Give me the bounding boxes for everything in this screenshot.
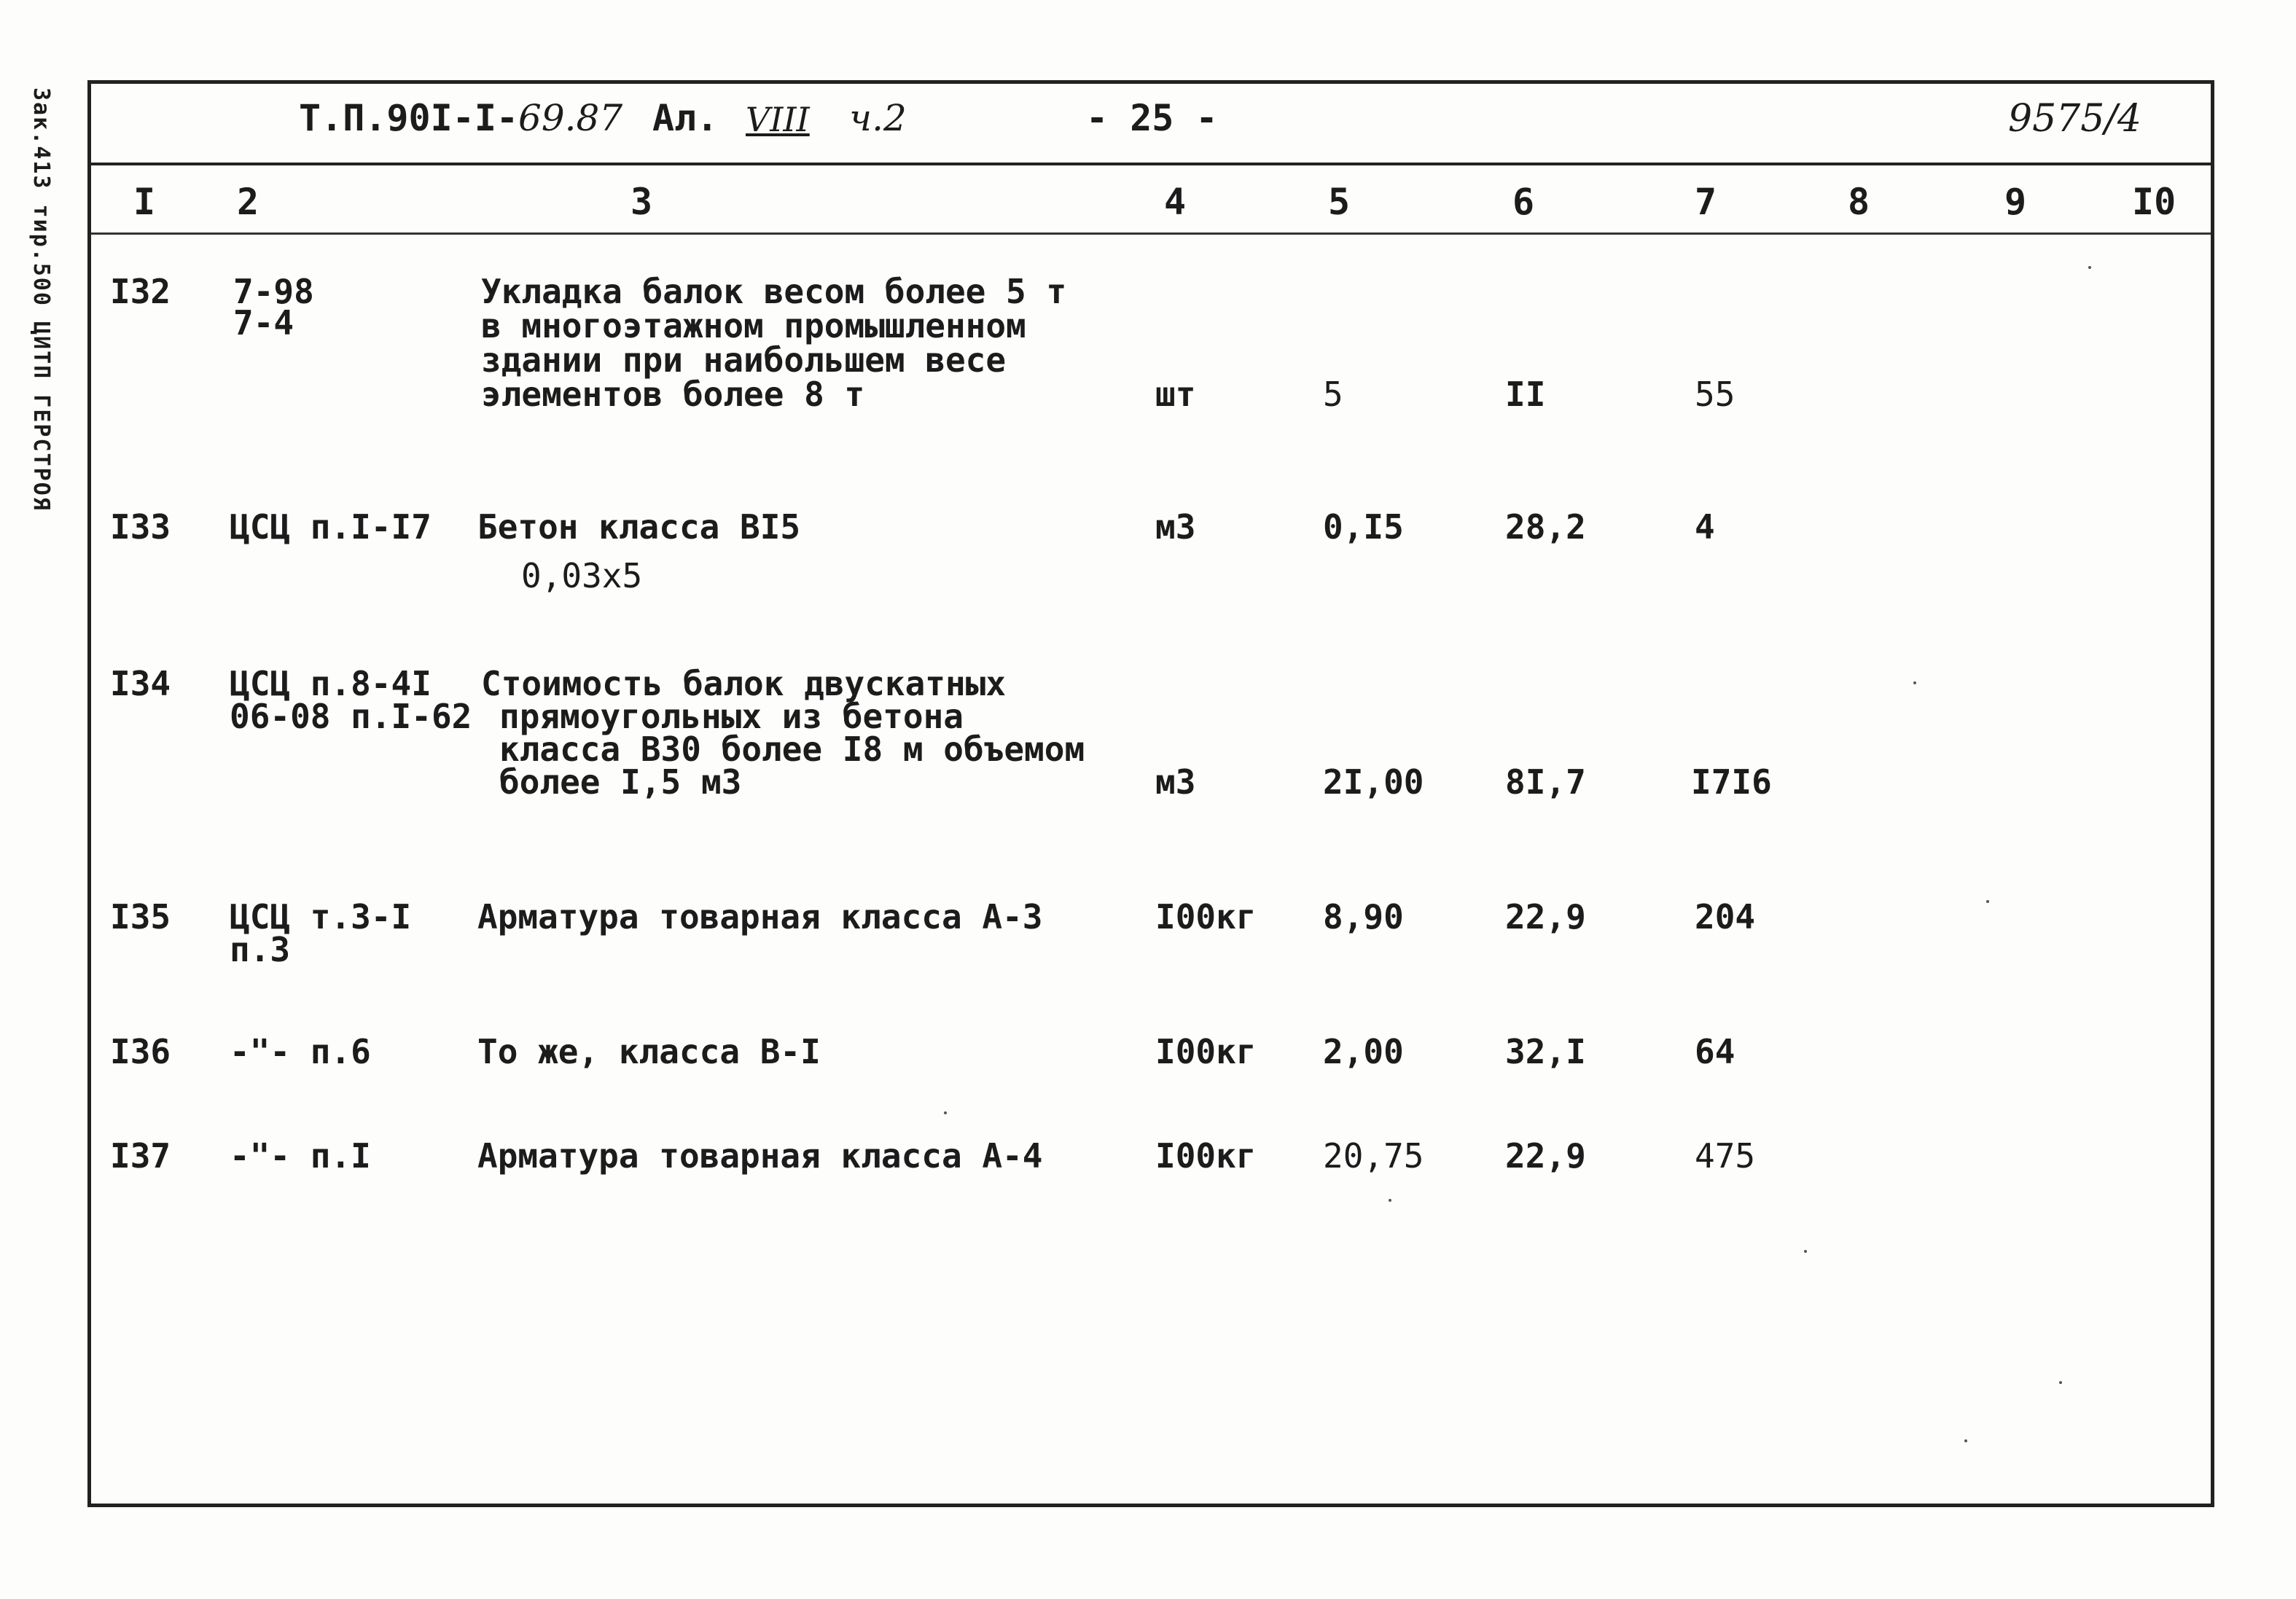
row-135-unit-price: 22,9	[1505, 897, 1586, 937]
inventory-number: 9575/4	[2008, 97, 2141, 141]
row-133-unit: м3	[1155, 507, 1196, 547]
margin-stamp-text: Зак.413 тир.500 ЦИТП ГЕРСТРОЯ	[28, 87, 54, 512]
row-133-code-line-1: ЦСЦ п.I-I7	[230, 507, 432, 547]
scan-speck	[1986, 900, 1989, 903]
project-code-prefix: Т.П.90I-I-	[299, 97, 519, 139]
row-136-total: 64	[1695, 1032, 1735, 1071]
row-137-quantity: 20,75	[1323, 1136, 1424, 1176]
margin-stamp	[19, 87, 63, 512]
row-135-number: I35	[110, 897, 171, 937]
row-132-desc-line-1: Укладка балок весом более 5 т	[481, 272, 1067, 311]
col-num-4: 4	[1164, 181, 1187, 223]
col-num-5: 5	[1328, 181, 1351, 223]
col-num-2: 2	[237, 181, 259, 223]
row-134-unit: м3	[1155, 762, 1196, 802]
row-135-total: 204	[1695, 897, 1756, 937]
project-code	[299, 97, 622, 139]
row-134-total: I7I6	[1691, 762, 1772, 802]
scan-speck	[1913, 681, 1916, 684]
scan-speck	[1964, 1439, 1967, 1442]
row-132-desc-line-3: здании при наибольшем весе	[481, 340, 1007, 380]
row-137-desc-line-1: Арматура товарная класса А-4	[477, 1136, 1043, 1176]
row-134-desc-line-4: более I,5 м3	[499, 762, 742, 802]
row-137-number: I37	[110, 1136, 171, 1176]
scan-speck	[1389, 1199, 1391, 1202]
row-134-desc-line-1: Стоимость балок двускатных	[481, 664, 1007, 703]
album-part: ч.2	[849, 97, 907, 139]
page-number: - 25 -	[1086, 97, 1218, 139]
row-134-unit-price: 8I,7	[1505, 762, 1586, 802]
row-135-desc-line-1: Арматура товарная класса А-3	[477, 897, 1043, 937]
album-number: VIII	[746, 100, 810, 139]
row-137-total: 475	[1695, 1136, 1756, 1176]
row-133-calculation: 0,03х5	[521, 556, 643, 595]
scan-speck	[2059, 1381, 2062, 1384]
row-134-code-line-2: 06-08 п.I-62	[230, 697, 472, 736]
row-133-total: 4	[1695, 507, 1715, 547]
row-133-number: I33	[110, 507, 171, 547]
col-num-8: 8	[1848, 181, 1870, 223]
album-label: Ал.	[652, 97, 719, 139]
row-137-unit-price: 22,9	[1505, 1136, 1586, 1176]
row-133-unit-price: 28,2	[1505, 507, 1586, 547]
row-134-quantity: 2I,00	[1323, 762, 1424, 802]
row-133-desc-line-1: Бетон класса BI5	[477, 507, 801, 547]
estimate-sheet	[87, 80, 2214, 1507]
row-136-unit: I00кг	[1155, 1032, 1257, 1071]
row-134-number: I34	[110, 664, 171, 703]
col-num-9: 9	[2004, 181, 2027, 223]
row-132-quantity: 5	[1323, 375, 1343, 414]
row-134-code-line-1: ЦСЦ п.8-4I	[230, 664, 432, 703]
row-136-code-line-1: -"- п.6	[230, 1032, 371, 1071]
row-137-unit: I00кг	[1155, 1136, 1257, 1176]
scan-speck	[1804, 1250, 1807, 1253]
row-135-code-line-1: ЦСЦ т.3-I	[230, 897, 412, 937]
scan-speck	[944, 1111, 947, 1114]
row-134-desc-line-2: прямоугольных из бетона	[499, 697, 964, 736]
row-136-desc-line-1: То же, класса В-I	[477, 1032, 821, 1071]
col-num-7: 7	[1695, 181, 1717, 223]
col-num-6: 6	[1512, 181, 1535, 223]
row-132-code-line-1: 7-98	[233, 272, 314, 311]
row-136-unit-price: 32,I	[1505, 1032, 1586, 1071]
row-135-unit: I00кг	[1155, 897, 1257, 937]
row-136-number: I36	[110, 1032, 171, 1071]
row-137-code-line-1: -"- п.I	[230, 1136, 371, 1176]
col-num-3: 3	[630, 181, 653, 223]
column-header-divider	[91, 232, 2211, 235]
row-132-unit: шт	[1155, 375, 1196, 414]
row-132-unit-price: II	[1505, 375, 1546, 414]
project-code-handwritten: 69.87	[518, 97, 623, 139]
row-132-total: 55	[1695, 375, 1735, 414]
row-132-desc-line-2: в многоэтажном промышленном	[481, 306, 1026, 345]
scan-speck	[2088, 266, 2091, 269]
row-132-desc-line-4: элементов более 8 т	[481, 375, 865, 414]
row-132-number: I32	[110, 272, 171, 311]
row-135-quantity: 8,90	[1323, 897, 1404, 937]
col-num-1: I	[133, 181, 156, 223]
row-134-desc-line-3: класса В30 более I8 м объемом	[499, 730, 1085, 769]
col-num-10: I0	[2132, 181, 2176, 223]
row-133-quantity: 0,I5	[1323, 507, 1404, 547]
row-132-code-line-2: 7-4	[233, 303, 294, 343]
row-135-code-line-2: п.3	[230, 930, 291, 969]
header-divider	[91, 163, 2211, 165]
row-136-quantity: 2,00	[1323, 1032, 1404, 1071]
